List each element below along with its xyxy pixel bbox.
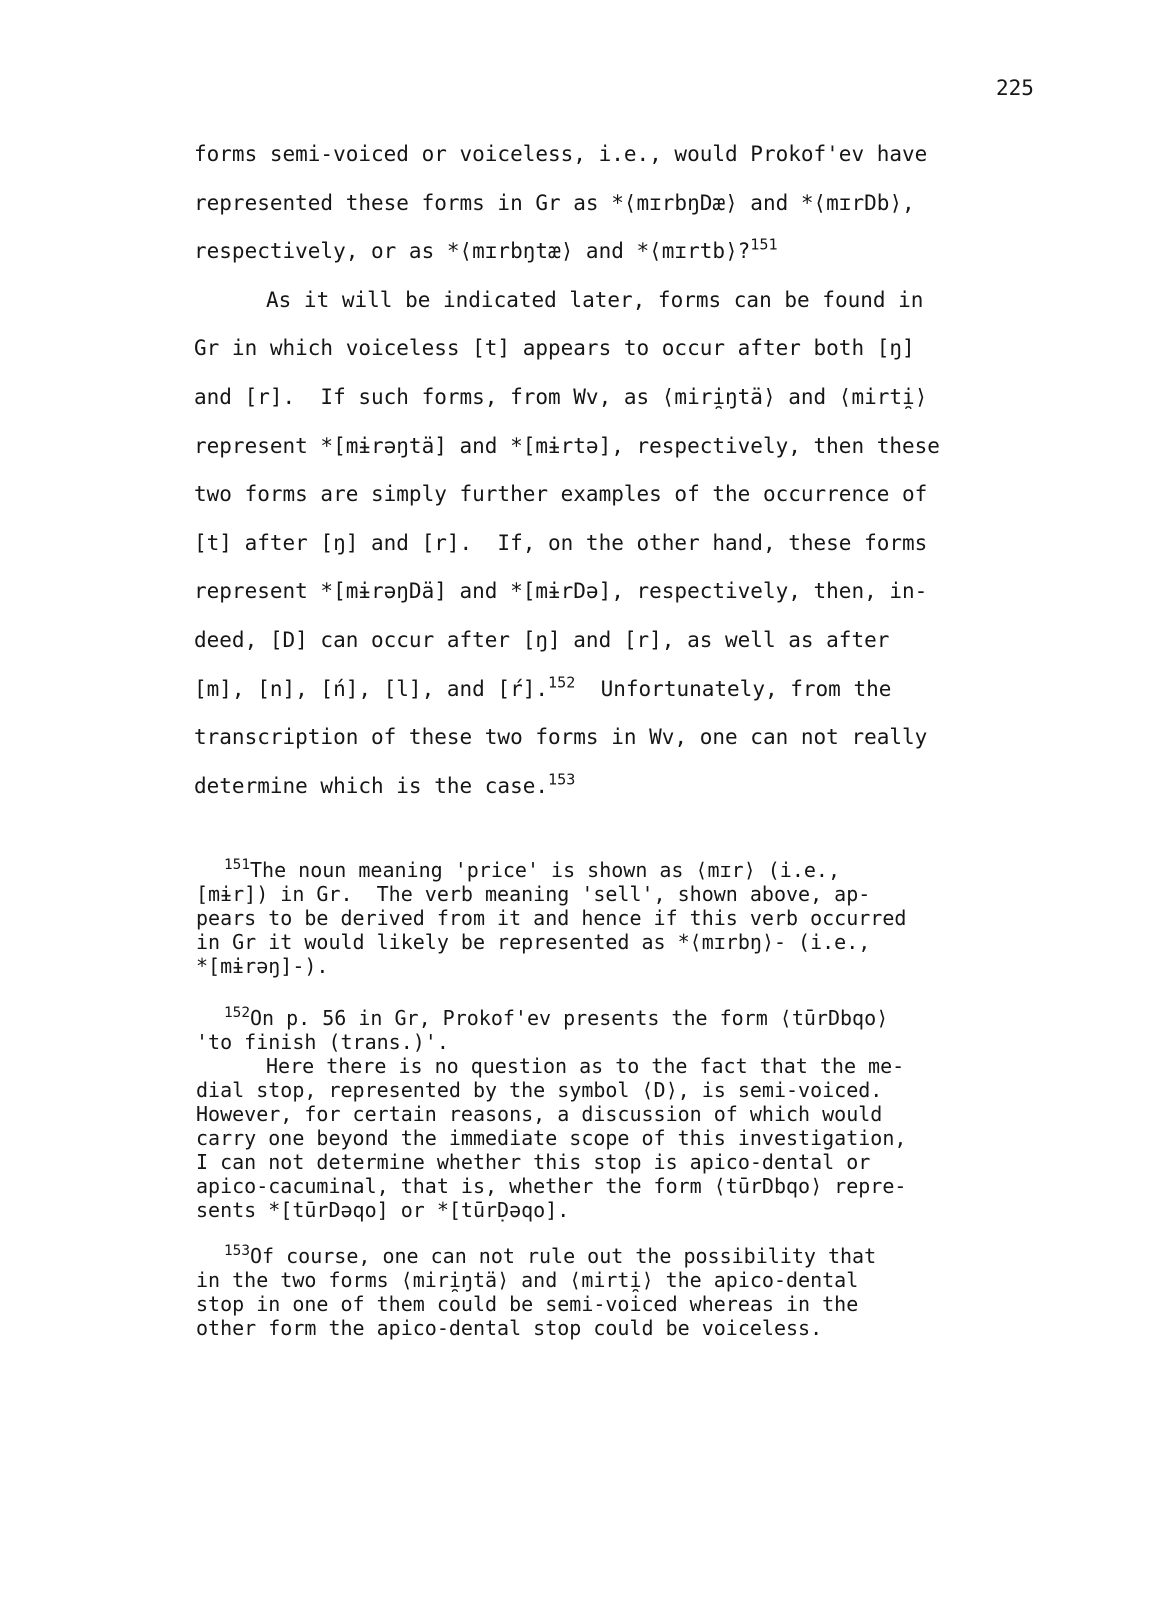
- footnote-text: However, for certain reasons, a discussion of which would: [196, 1102, 883, 1126]
- body-line-text: determine which is the case.: [194, 773, 549, 798]
- body-line: [194, 713, 1094, 762]
- footnote-line: [196, 1078, 1096, 1102]
- footnote-line: [196, 954, 1096, 978]
- body-line-text: transcription of these two forms in Wv, one can not really: [194, 725, 928, 750]
- footnote-mark: 151: [224, 857, 250, 874]
- body-line-text: [t] after [ŋ] and [r]. If, on the other hand, these forms: [194, 530, 928, 555]
- footnote-ref-152[interactable]: 152: [548, 673, 576, 692]
- footnote-ref-151[interactable]: 151: [750, 235, 778, 254]
- footnote-line: [196, 1102, 1096, 1126]
- body-line: [194, 130, 1094, 179]
- body-line: [194, 762, 1094, 811]
- footnote-line: [196, 1150, 1096, 1174]
- body-line-text: forms semi-voiced or voiceless, i.e., would Prokof'ev have: [194, 142, 928, 166]
- footnote-text: in the two forms ⟨miri̯ŋtä⟩ and ⟨mirti̯⟩ the apico-dental: [196, 1268, 859, 1292]
- footnote-line: [196, 930, 1096, 954]
- footnote-text: pears to be derived from it and hence if this verb occurred: [196, 906, 907, 930]
- footnote-mark: 153: [224, 1243, 250, 1260]
- footnote-line: [196, 1244, 1096, 1268]
- footnote-text: Here there is no question as to the fact that the me-: [266, 1054, 905, 1078]
- body-line: [194, 665, 1094, 714]
- main-text: [194, 130, 1094, 810]
- footnote-text: sents *[tūrDəqo] or *[tūrḌəqo].: [196, 1198, 570, 1222]
- body-line-text: As it will be indicated later, forms can be found in: [266, 287, 924, 312]
- footnote-line: [196, 1198, 1096, 1222]
- body-line: [194, 227, 1094, 276]
- footnote-text: dial stop, represented by the symbol ⟨D⟩, is semi-voiced.: [196, 1078, 883, 1102]
- footnote-text: carry one beyond the immediate scope of this investigation,: [196, 1126, 907, 1150]
- body-line-text: deed, [D] can occur after [ŋ] and [r], as well as after: [194, 627, 890, 652]
- body-line: [194, 519, 1094, 568]
- body-line-text: two forms are simply further examples of the occurrence of: [194, 482, 928, 507]
- footnote-text: On p. 56 in Gr, Prokof'ev presents the form ⟨tūrDbqo⟩: [250, 1006, 889, 1030]
- footnote-text: apico-cacuminal, that is, whether the form ⟨tūrDbqo⟩ repre-: [196, 1174, 907, 1198]
- footnote-152: [196, 1006, 1096, 1222]
- footnote-mark: 152: [224, 1005, 250, 1022]
- footnote-line: [196, 1316, 1096, 1340]
- footnote-text: in Gr it would likely be represented as *⟨mɪrbŋ⟩- (i.e.,: [196, 930, 871, 954]
- footnote-line: [196, 858, 1096, 882]
- body-line-text: Unfortunately, from the: [575, 676, 892, 701]
- footnote-line: [196, 1006, 1096, 1030]
- body-line: [194, 422, 1094, 471]
- footnote-text: I can not determine whether this stop is apico-dental or: [196, 1150, 871, 1174]
- body-line-text: represented these forms in Gr as *⟨mɪrbŋDæ⟩ and *⟨mɪrDb⟩,: [194, 190, 915, 215]
- footnote-line: [196, 1054, 1096, 1078]
- footnote-text: other form the apico-dental stop could be voiceless.: [196, 1316, 823, 1340]
- footnote-text: [mɨr]) in Gr. The verb meaning 'sell', shown above, ap-: [196, 882, 871, 906]
- footnote-153: [196, 1244, 1096, 1340]
- footnote-ref-153[interactable]: 153: [548, 770, 576, 789]
- footnote-text: The noun meaning 'price' is shown as ⟨mɪr⟩ (i.e.,: [250, 858, 841, 882]
- body-line-text: Gr in which voiceless [t] appears to occur after both [ŋ]: [194, 336, 915, 361]
- body-line-text: represent *[mɨrəŋDä] and *[mɨrDə], respectively, then, in-: [194, 579, 928, 604]
- body-line-text: [m], [n], [ń], [l], and [ŕ].: [194, 676, 549, 701]
- footnote-line: [196, 1292, 1096, 1316]
- footnote-line: [196, 1126, 1096, 1150]
- body-line-text: and [r]. If such forms, from Wv, as ⟨miri̯ŋtä⟩ and ⟨mirti̯⟩: [194, 384, 928, 409]
- body-line: [194, 567, 1094, 616]
- page-number: 225: [996, 76, 1034, 100]
- footnote-line: [196, 906, 1096, 930]
- footnote-line: [196, 882, 1096, 906]
- footnote-text: stop in one of them could be semi-voiced whereas in the: [196, 1292, 859, 1316]
- footnote-text: *[mɨrəŋ]-).: [196, 954, 329, 978]
- body-line: [194, 324, 1094, 373]
- body-line: [194, 179, 1094, 228]
- footnote-text: Of course, one can not rule out the possibility that: [250, 1244, 877, 1268]
- footnote-line: [196, 1268, 1096, 1292]
- body-line: [194, 373, 1094, 422]
- body-line-text: represent *[mɨrəŋtä] and *[mɨrtə], respectively, then these: [194, 433, 940, 458]
- body-line-text: respectively, or as *⟨mɪrbŋtæ⟩ and *⟨mɪrtb⟩?: [194, 239, 751, 264]
- footnote-151: [196, 858, 1096, 978]
- body-line: [194, 276, 1094, 325]
- body-line: [194, 616, 1094, 665]
- body-line: [194, 470, 1094, 519]
- footnote-text: 'to finish (trans.)'.: [196, 1030, 449, 1054]
- footnote-line: [196, 1030, 1096, 1054]
- footnote-line: [196, 1174, 1096, 1198]
